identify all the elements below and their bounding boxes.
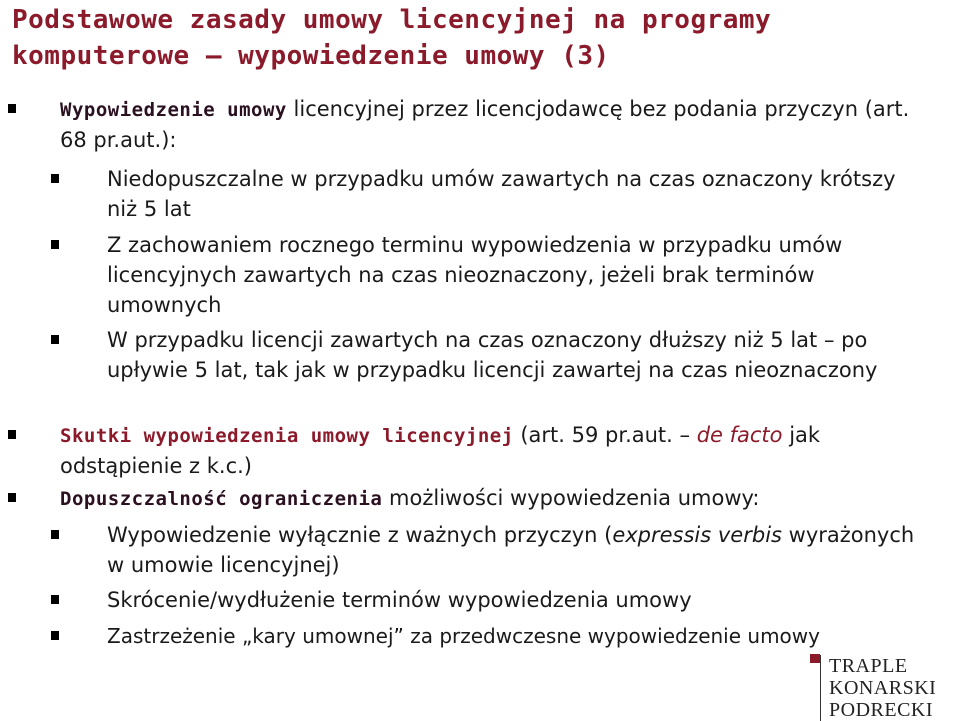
square-bullet-icon <box>51 530 59 539</box>
bullet-text-2: jak odstąpienie z k.c.) <box>60 423 821 478</box>
bullet-text: Skrócenie/wydłużenie terminów wypowiedzenia umowy <box>107 588 692 612</box>
bullet-text: W przypadku licencji zawartych na czas oznaczony dłuższy niż 5 lat – po upływie 5 lat, tak jak w przypadku licencji zawartej na czas nieoznaczony <box>107 328 878 382</box>
keyword: Dopuszczalność ograniczenia <box>60 488 383 510</box>
logo-line-1: TRAPLE <box>829 655 908 677</box>
bullet-wypowiedzenie <box>28 94 928 155</box>
logo-square-icon <box>810 654 820 663</box>
square-bullet-icon <box>51 174 59 183</box>
sub-bullet-niedopuszczalne <box>78 164 928 224</box>
keyword: Skutki wypowiedzenia umowy licencyjnej <box>60 425 514 447</box>
logo-line-2: KONARSKI <box>829 677 937 699</box>
sub-bullet-wazne-przyczyny <box>78 520 928 580</box>
company-logo <box>820 655 941 721</box>
sub-bullet-skrocenie <box>78 585 928 615</box>
bullet-skutki <box>28 420 928 481</box>
bullet-text: licencyjnej przez licencjodawcę bez podania przyczyn (art. 68 pr.aut.): <box>60 97 910 152</box>
bullet-text: możliwości wypowiedzenia umowy: <box>382 486 760 510</box>
square-bullet-icon <box>51 240 59 249</box>
sub-bullet-roczny-termin <box>78 230 928 320</box>
keyword: Wypowiedzenie umowy <box>60 99 287 121</box>
italic-text: expressis verbis <box>612 523 782 547</box>
title-line-1: Podstawowe zasady umowy licencyjnej na programy <box>12 5 772 35</box>
italic-text: de facto <box>696 423 783 447</box>
bullet-text-2: wyrażonych w umowie licencyjnej) <box>107 523 915 577</box>
bullet-dopuszczalnosc <box>28 483 928 514</box>
sub-bullet-kary-umownej <box>78 621 928 651</box>
sub-bullet-powyzej-5-lat <box>78 325 928 385</box>
square-bullet-icon <box>8 104 16 113</box>
square-bullet-icon <box>8 430 16 439</box>
bullet-text-1: (art. 59 pr.aut. – <box>513 423 697 447</box>
bullet-text-1: Wypowiedzenie wyłącznie z ważnych przyczyn ( <box>107 523 613 547</box>
logo-line-3: PODRECKI <box>829 699 934 721</box>
bullet-text: Z zachowaniem rocznego terminu wypowiedzenia w przypadku umów licencyjnych zawartych na czas nieoznaczony, jeżeli brak terminów umownych <box>107 233 843 317</box>
square-bullet-icon <box>51 631 59 640</box>
square-bullet-icon <box>51 595 59 604</box>
square-bullet-icon <box>8 493 16 502</box>
bullet-text: Niedopuszczalne w przypadku umów zawartych na czas oznaczony krótszy niż 5 lat <box>107 167 896 221</box>
slide-title <box>12 2 952 74</box>
bullet-text: Zastrzeżenie „kary umownej” za przedwczesne wypowiedzenie umowy <box>107 624 820 648</box>
square-bullet-icon <box>51 335 59 344</box>
title-line-2: komputerowe – wypowiedzenie umowy (3) <box>12 41 610 71</box>
